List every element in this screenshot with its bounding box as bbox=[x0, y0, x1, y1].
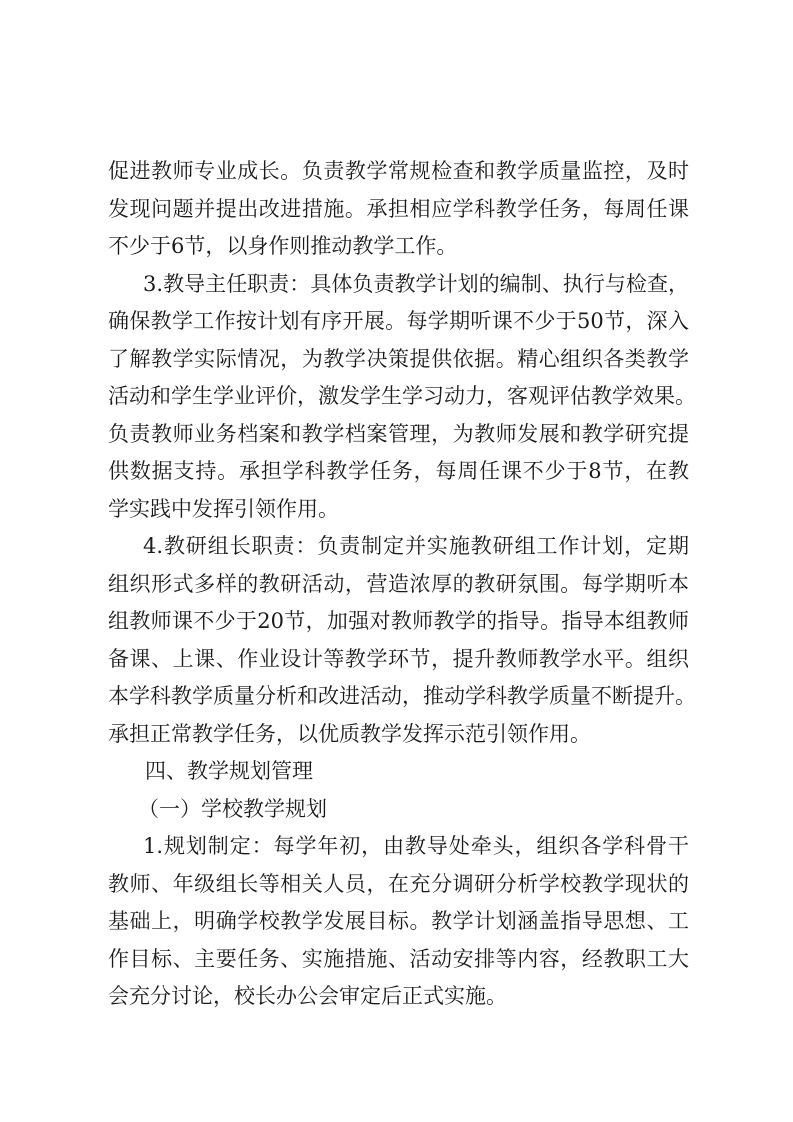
paragraph bbox=[108, 266, 696, 529]
text-line: 本学科教学质量分析和改进活动，推动学科教学质量不断提升。 bbox=[108, 684, 696, 708]
text-line: （一）学校教学规划 bbox=[138, 796, 327, 821]
text-line: 1.规划制定：每学年初，由教导处牵头，组织各学科骨干 bbox=[143, 834, 689, 858]
text-line: 负责教师业务档案和教学档案管理，为教师发展和教学研究提 bbox=[108, 421, 689, 446]
text-line: 组教师课不少于20节，加强对教师教学的指导。指导本组教师 bbox=[108, 609, 689, 633]
text-line: 教师、年级组长等相关人员，在充分调研分析学校教学现状的 bbox=[108, 871, 689, 896]
text-line: 不少于6节，以身作则推动教学工作。 bbox=[108, 234, 458, 258]
text-line: 作目标、主要任务、实施措施、活动安排等内容，经教职工大 bbox=[108, 946, 689, 971]
paragraph bbox=[108, 528, 696, 753]
text-line: 四、教学规划管理 bbox=[145, 759, 313, 783]
paragraph bbox=[108, 828, 689, 1016]
text-line: 学实践中发挥引领作用。 bbox=[108, 496, 339, 521]
document-page bbox=[108, 153, 696, 1016]
text-line: 促进教师专业成长。负责教学常规检查和教学质量监控，及时 bbox=[108, 159, 689, 183]
text-line: 供数据支持。承担学科教学任务，每周任课不少于8节，在教 bbox=[108, 459, 689, 483]
subsection-heading bbox=[108, 791, 689, 829]
text-line: 备课、上课、作业设计等教学环节，提升教师教学水平。组织 bbox=[108, 646, 689, 671]
text-line: 了解教学实际情况，为教学决策提供依据。精心组织各类教学 bbox=[108, 346, 689, 371]
text-line: 4.教研组长职责：负责制定并实施教研组工作计划，定期 bbox=[143, 534, 689, 558]
text-line: 会充分讨论，校长办公会审定后正式实施。 bbox=[108, 984, 507, 1008]
text-line: 活动和学生学业评价，激发学生学习动力，客观评估教学效果。 bbox=[108, 384, 696, 408]
text-line: 确保教学工作按计划有序开展。每学期听课不少于50节，深入 bbox=[108, 309, 689, 333]
text-line: 承担正常教学任务，以优质教学发挥示范引领作用。 bbox=[108, 721, 591, 746]
text-line: 发现问题并提出改进措施。承担相应学科教学任务，每周任课 bbox=[108, 196, 689, 221]
text-line: 基础上，明确学校教学发展目标。教学计划涵盖指导思想、工 bbox=[108, 909, 689, 933]
section-heading bbox=[108, 753, 689, 791]
text-line: 组织形式多样的教研活动，营造浓厚的教研氛围。每学期听本 bbox=[108, 571, 689, 596]
paragraph bbox=[108, 153, 689, 266]
text-line: 3.教导主任职责：具体负责教学计划的编制、执行与检查， bbox=[143, 271, 689, 296]
